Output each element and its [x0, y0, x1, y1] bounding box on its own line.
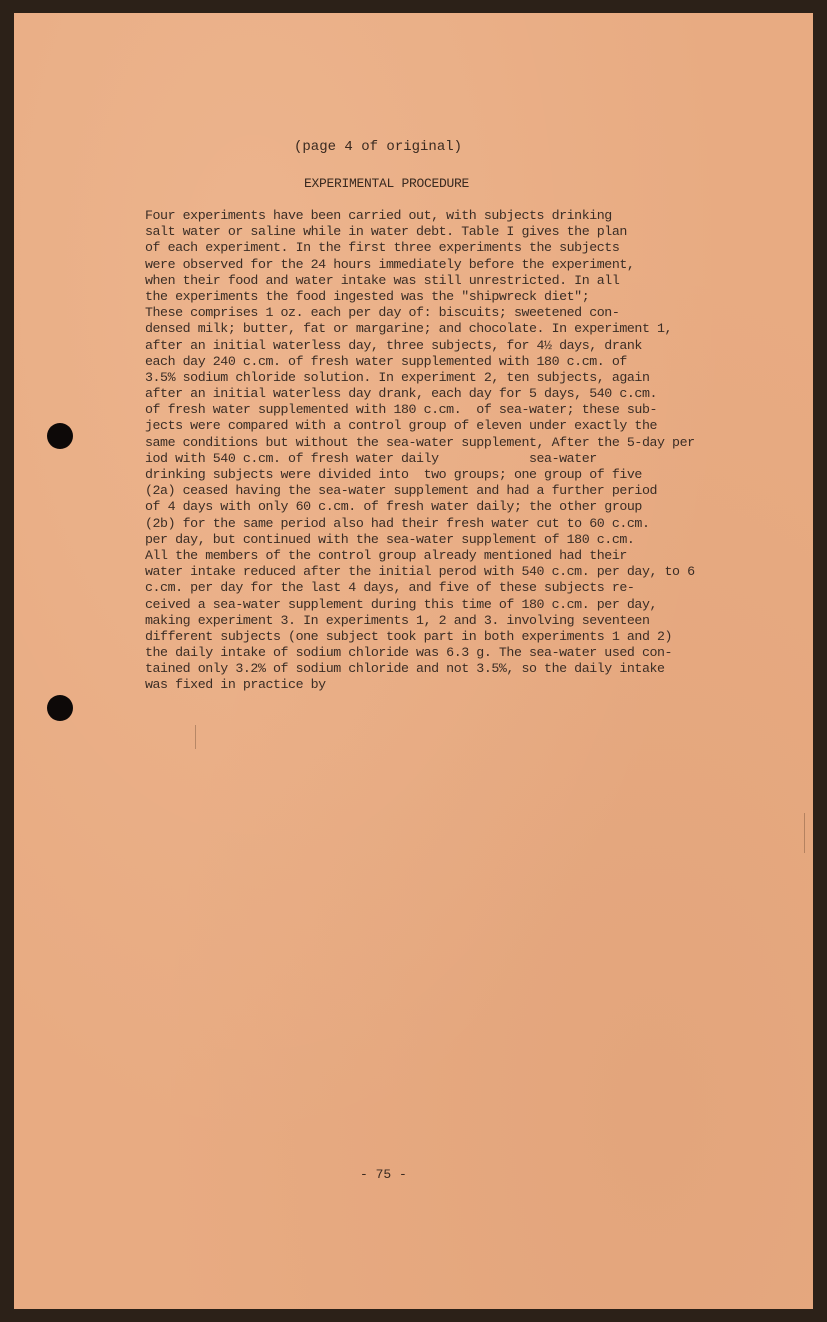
text-line: were observed for the 24 hours immediately before the experiment, [145, 256, 635, 272]
text-line: when their food and water intake was still unrestricted. In all [145, 272, 620, 288]
text-line: the experiments the food ingested was the "shipwreck diet"; [145, 288, 590, 304]
text-line: after an initial waterless day, three subjects, for 4½ days, drank [145, 337, 642, 353]
text-line: was fixed in practice by [145, 677, 326, 693]
text-line: These comprises 1 oz. each per day of: biscuits; sweetened con- [145, 305, 620, 321]
text-line: each day 240 c.cm. of fresh water supplemented with 180 c.cm. of [145, 353, 627, 369]
document-page [14, 13, 813, 1309]
page-number: - 75 - [360, 1167, 407, 1182]
text-line: tained only 3.2% of sodium chloride and not 3.5%, so the daily intake [145, 661, 665, 677]
text-line: salt water or saline while in water debt. Table I gives the plan [145, 224, 627, 240]
text-line: making experiment 3. In experiments 1, 2 and 3. involving seventeen [145, 612, 650, 628]
punch-hole [47, 695, 73, 721]
text-line: (2a) ceased having the sea-water supplement and had a further period [145, 483, 658, 499]
text-line: densed milk; butter, fat or margarine; and chocolate. In experiment 1, [145, 321, 673, 337]
text-line: c.cm. per day for the last 4 days, and five of these subjects re- [145, 580, 635, 596]
text-line: All the members of the control group already mentioned had their [145, 547, 627, 563]
text-line: water intake reduced after the initial perod with 540 c.cm. per day, to 6 [145, 564, 695, 580]
text-line: drinking subjects were divided into two groups; one group of five [145, 467, 642, 482]
text-line: the daily intake of sodium chloride was 6.3 g. The sea-water used con- [145, 645, 673, 661]
text-line: of 4 days with only 60 c.cm. of fresh water daily; the other group [145, 499, 642, 515]
pencil-mark [195, 725, 196, 749]
text-line: 3.5% sodium chloride solution. In experiment 2, ten subjects, again [145, 369, 650, 385]
text-line: different subjects (one subject took part in both experiments 1 and 2) [145, 628, 673, 644]
text-line: same conditions but without the sea-water supplement, After the 5-day per [145, 434, 695, 450]
page-header: (page 4 of original) [294, 139, 463, 155]
text-line: ceived a sea-water supplement during this time of 180 c.cm. per day, [145, 596, 658, 612]
text-line: iod with 540 c.cm. of fresh water daily sea-water [145, 450, 597, 466]
section-title: EXPERIMENTAL PROCEDURE [304, 176, 470, 191]
text-line: jects were compared with a control group of eleven under exactly the [145, 418, 658, 434]
body-text [145, 208, 775, 694]
text-line: of each experiment. In the first three experiments the subjects [145, 240, 620, 256]
text-line: after an initial waterless day drank, each day for 5 days, 540 c.cm. [145, 386, 658, 402]
pencil-mark [804, 813, 805, 853]
text-line: of fresh water supplemented with 180 c.cm. of sea-water; these sub- [145, 402, 658, 418]
text-line: (2b) for the same period also had their fresh water cut to 60 c.cm. [145, 515, 650, 531]
text-line: per day, but continued with the sea-water supplement of 180 c.cm. [145, 531, 635, 547]
text-line: Four experiments have been carried out, with subjects drinking [145, 208, 612, 223]
punch-hole [47, 423, 73, 449]
